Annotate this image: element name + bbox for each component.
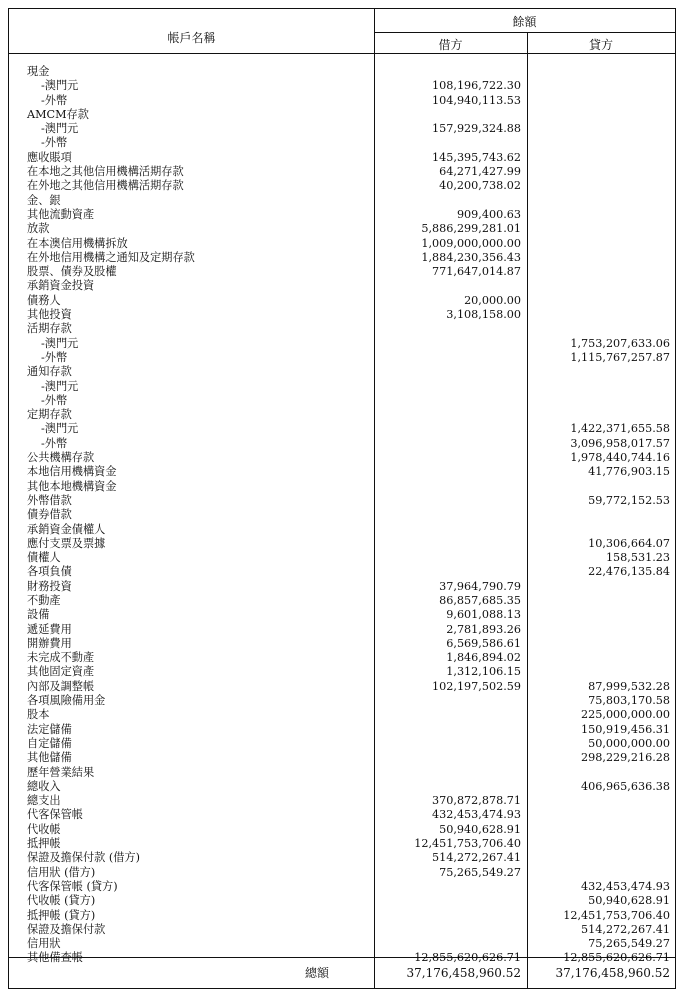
account-name: 其他投資 xyxy=(27,308,72,322)
table-row xyxy=(9,94,675,108)
debit-value: 64,271,427.99 xyxy=(439,165,521,179)
table-row xyxy=(9,723,675,737)
account-name: 設備 xyxy=(27,608,50,622)
account-name: 放款 xyxy=(27,222,50,236)
table-row xyxy=(9,551,675,565)
credit-value: 3,096,958,017.57 xyxy=(570,436,670,450)
account-name: 活期存款 xyxy=(27,322,72,336)
debit-value: 75,265,549.27 xyxy=(439,865,521,879)
account-name: 在本澳信用機構拆放 xyxy=(27,236,128,250)
debit-value: 432,453,474.93 xyxy=(432,808,521,822)
debit-value: 145,395,743.62 xyxy=(432,150,521,164)
debit-value: 370,872,878.71 xyxy=(432,794,521,808)
table-row xyxy=(9,608,675,622)
table-row xyxy=(9,136,675,150)
table-row xyxy=(9,451,675,465)
account-name: 現金 xyxy=(27,65,50,78)
table-row xyxy=(9,923,675,937)
table-row xyxy=(9,365,675,379)
table-row xyxy=(9,580,675,594)
credit-value: 1,753,207,633.06 xyxy=(570,336,670,350)
table-row xyxy=(9,194,675,208)
account-name: 公共機構存款 xyxy=(27,451,95,465)
debit-value: 514,272,267.41 xyxy=(432,851,521,865)
account-name: 自定儲備 xyxy=(27,736,72,750)
debit-value: 37,964,790.79 xyxy=(439,579,521,593)
account-name: 其他儲備 xyxy=(27,751,72,765)
table-row xyxy=(9,380,675,394)
account-name: 代客保管帳 xyxy=(27,808,83,822)
account-name: 承銷資金債權人 xyxy=(27,522,106,536)
table-row xyxy=(9,480,675,494)
account-name: -外幣 xyxy=(41,93,68,107)
account-name: 未完成不動產 xyxy=(27,651,95,665)
table-row xyxy=(9,851,675,865)
table-row xyxy=(9,351,675,365)
table-row xyxy=(9,108,675,122)
credit-value: 1,422,371,655.58 xyxy=(570,422,670,436)
account-name: 抵押帳 (貸方) xyxy=(27,908,96,922)
debit-value: 1,312,106.15 xyxy=(446,665,521,679)
account-name: 其他固定資產 xyxy=(27,665,95,679)
account-name: 承銷資金投資 xyxy=(27,279,95,293)
total-debit: 37,176,458,960.52 xyxy=(406,966,521,980)
debit-value: 3,108,158.00 xyxy=(446,308,521,322)
table-row xyxy=(9,737,675,751)
debit-value: 102,197,502.59 xyxy=(432,679,521,693)
debit-value: 12,855,620,626.71 xyxy=(414,951,521,965)
table-row xyxy=(9,537,675,551)
header-debit: 借方 xyxy=(438,38,463,52)
table-row xyxy=(9,308,675,322)
table-row xyxy=(9,79,675,93)
debit-value: 2,781,893.26 xyxy=(446,622,521,636)
account-name: 遞延費用 xyxy=(27,622,72,636)
debit-value: 12,451,753,706.40 xyxy=(414,837,521,851)
header-subdivider xyxy=(374,32,675,33)
account-name: -澳門元 xyxy=(41,422,79,436)
credit-value: 1,978,440,744.16 xyxy=(570,451,670,465)
credit-value: 298,229,216.28 xyxy=(581,751,670,765)
header-account-name: 帳戶名稱 xyxy=(167,31,216,45)
credit-value: 12,855,620,626.71 xyxy=(563,951,670,965)
credit-value: 50,000,000.00 xyxy=(588,736,670,750)
credit-value: 75,265,549.27 xyxy=(588,937,670,951)
account-name: 財務投資 xyxy=(27,579,72,593)
table-row xyxy=(9,623,675,637)
table-row xyxy=(9,151,675,165)
account-name: 法定儲備 xyxy=(27,722,72,736)
account-name: 定期存款 xyxy=(27,408,72,422)
account-name: 債權人 xyxy=(27,551,61,565)
credit-value: 150,919,456.31 xyxy=(581,722,670,736)
debit-value: 771,647,014.87 xyxy=(432,265,521,279)
credit-value: 225,000,000.00 xyxy=(581,708,670,722)
table-row xyxy=(9,337,675,351)
account-name: 代收帳 xyxy=(27,822,61,836)
account-name: 歷年營業結果 xyxy=(27,765,95,779)
debit-value: 5,886,299,281.01 xyxy=(421,222,521,236)
account-name: 各項風險備用金 xyxy=(27,694,106,708)
credit-value: 22,476,135.84 xyxy=(588,565,670,579)
table-row xyxy=(9,823,675,837)
table-row xyxy=(9,437,675,451)
debit-value: 104,940,113.53 xyxy=(432,93,521,107)
account-name: 外幣借款 xyxy=(27,493,72,507)
debit-value: 157,929,324.88 xyxy=(432,122,521,136)
account-name: 金、銀 xyxy=(27,193,61,207)
table-row xyxy=(9,594,675,608)
table-row xyxy=(9,665,675,679)
credit-value: 10,306,664.07 xyxy=(588,536,670,550)
credit-value: 87,999,532.28 xyxy=(588,679,670,693)
table-row xyxy=(9,222,675,236)
table-row xyxy=(9,880,675,894)
header-divider xyxy=(9,53,675,54)
table-row xyxy=(9,165,675,179)
debit-value: 1,009,000,000.00 xyxy=(421,236,521,250)
total-credit: 37,176,458,960.52 xyxy=(555,966,670,980)
credit-value: 1,115,767,257.87 xyxy=(570,350,670,364)
credit-value: 514,272,267.41 xyxy=(581,922,670,936)
debit-value: 9,601,088.13 xyxy=(446,608,521,622)
table-row xyxy=(9,208,675,222)
total-row xyxy=(9,958,675,988)
table-row xyxy=(9,251,675,265)
account-name: 股票、債券及股權 xyxy=(27,265,117,279)
account-name: 債務人 xyxy=(27,293,61,307)
account-name: -外幣 xyxy=(41,136,68,150)
account-name: 總支出 xyxy=(27,794,61,808)
debit-value: 108,196,722.30 xyxy=(432,79,521,93)
account-name: 抵押帳 xyxy=(27,837,61,851)
table-row xyxy=(9,523,675,537)
table-row xyxy=(9,894,675,908)
table-row xyxy=(9,766,675,780)
account-name: -外幣 xyxy=(41,393,68,407)
account-name: AMCM存款 xyxy=(27,107,89,121)
table-row xyxy=(9,794,675,808)
account-name: 保證及擔保付款 xyxy=(27,922,106,936)
table-row xyxy=(9,122,675,136)
debit-value: 6,569,586.61 xyxy=(446,636,521,650)
debit-value: 50,940,628.91 xyxy=(439,822,521,836)
account-name: 股本 xyxy=(27,708,50,722)
table-row xyxy=(9,494,675,508)
table-row xyxy=(9,837,675,851)
account-name: 其他本地機構資金 xyxy=(27,479,117,493)
total-label: 總額 xyxy=(305,966,330,980)
account-name: 信用狀 xyxy=(27,937,61,951)
account-name: 通知存款 xyxy=(27,365,72,379)
credit-value: 432,453,474.93 xyxy=(581,879,670,893)
credit-value: 75,803,170.58 xyxy=(588,694,670,708)
table-row xyxy=(9,394,675,408)
credit-value: 50,940,628.91 xyxy=(588,894,670,908)
table-row xyxy=(9,780,675,794)
table-row xyxy=(9,65,675,79)
table-row xyxy=(9,937,675,951)
account-name: 代客保管帳 (貸方) xyxy=(27,879,118,893)
header-credit: 貸方 xyxy=(588,38,613,52)
account-name: -外幣 xyxy=(41,350,68,364)
account-name: 應付支票及票據 xyxy=(27,536,106,550)
debit-value: 909,400.63 xyxy=(456,207,521,221)
table-row xyxy=(9,866,675,880)
table-row xyxy=(9,179,675,193)
header-balance: 餘額 xyxy=(512,15,537,29)
table-row xyxy=(9,408,675,422)
account-name: 在外地之其他信用機構活期存款 xyxy=(27,179,184,193)
credit-value: 406,965,636.38 xyxy=(581,779,670,793)
account-name: 在外地信用機構之通知及定期存款 xyxy=(27,250,195,264)
account-name: -澳門元 xyxy=(41,336,79,350)
debit-value: 20,000.00 xyxy=(464,293,521,307)
table-row xyxy=(9,565,675,579)
account-name: -澳門元 xyxy=(41,79,79,93)
debit-value: 40,200,738.02 xyxy=(439,179,521,193)
table-row xyxy=(9,708,675,722)
account-name: 代收帳 (貸方) xyxy=(27,894,96,908)
account-name: 總收入 xyxy=(27,779,61,793)
table-row xyxy=(9,637,675,651)
table-row xyxy=(9,808,675,822)
account-name: 開辦費用 xyxy=(27,636,72,650)
table-row xyxy=(9,694,675,708)
account-name: 不動產 xyxy=(27,593,61,607)
table-row xyxy=(9,322,675,336)
account-name: 內部及調整帳 xyxy=(27,679,95,693)
account-name: 債券借款 xyxy=(27,508,72,522)
credit-value: 41,776,903.15 xyxy=(588,465,670,479)
table-row xyxy=(9,422,675,436)
balance-table xyxy=(8,8,676,989)
account-name: 應收賬項 xyxy=(27,150,72,164)
account-name: 其他流動資產 xyxy=(27,207,95,221)
account-name: 其他備查帳 xyxy=(27,951,83,965)
credit-value: 158,531.23 xyxy=(605,551,670,565)
table-row xyxy=(9,279,675,293)
account-name: -外幣 xyxy=(41,436,68,450)
account-name: -澳門元 xyxy=(41,122,79,136)
account-name: 本地信用機構資金 xyxy=(27,465,117,479)
debit-value: 86,857,685.35 xyxy=(439,593,521,607)
table-row xyxy=(9,294,675,308)
account-name: 信用狀 (借方) xyxy=(27,865,96,879)
table-row xyxy=(9,909,675,923)
table-row xyxy=(9,465,675,479)
table-row xyxy=(9,508,675,522)
table-row xyxy=(9,680,675,694)
table-row xyxy=(9,651,675,665)
account-rows xyxy=(9,65,675,966)
debit-value: 1,846,894.02 xyxy=(446,651,521,665)
account-name: 各項負債 xyxy=(27,565,72,579)
debit-value: 1,884,230,356.43 xyxy=(421,250,521,264)
account-name: 保證及擔保付款 (借方) xyxy=(27,851,140,865)
table-row xyxy=(9,751,675,765)
account-name: 在本地之其他信用機構活期存款 xyxy=(27,165,184,179)
table-row xyxy=(9,265,675,279)
credit-value: 59,772,152.53 xyxy=(588,493,670,507)
account-name: -澳門元 xyxy=(41,379,79,393)
table-row xyxy=(9,237,675,251)
credit-value: 12,451,753,706.40 xyxy=(563,908,670,922)
